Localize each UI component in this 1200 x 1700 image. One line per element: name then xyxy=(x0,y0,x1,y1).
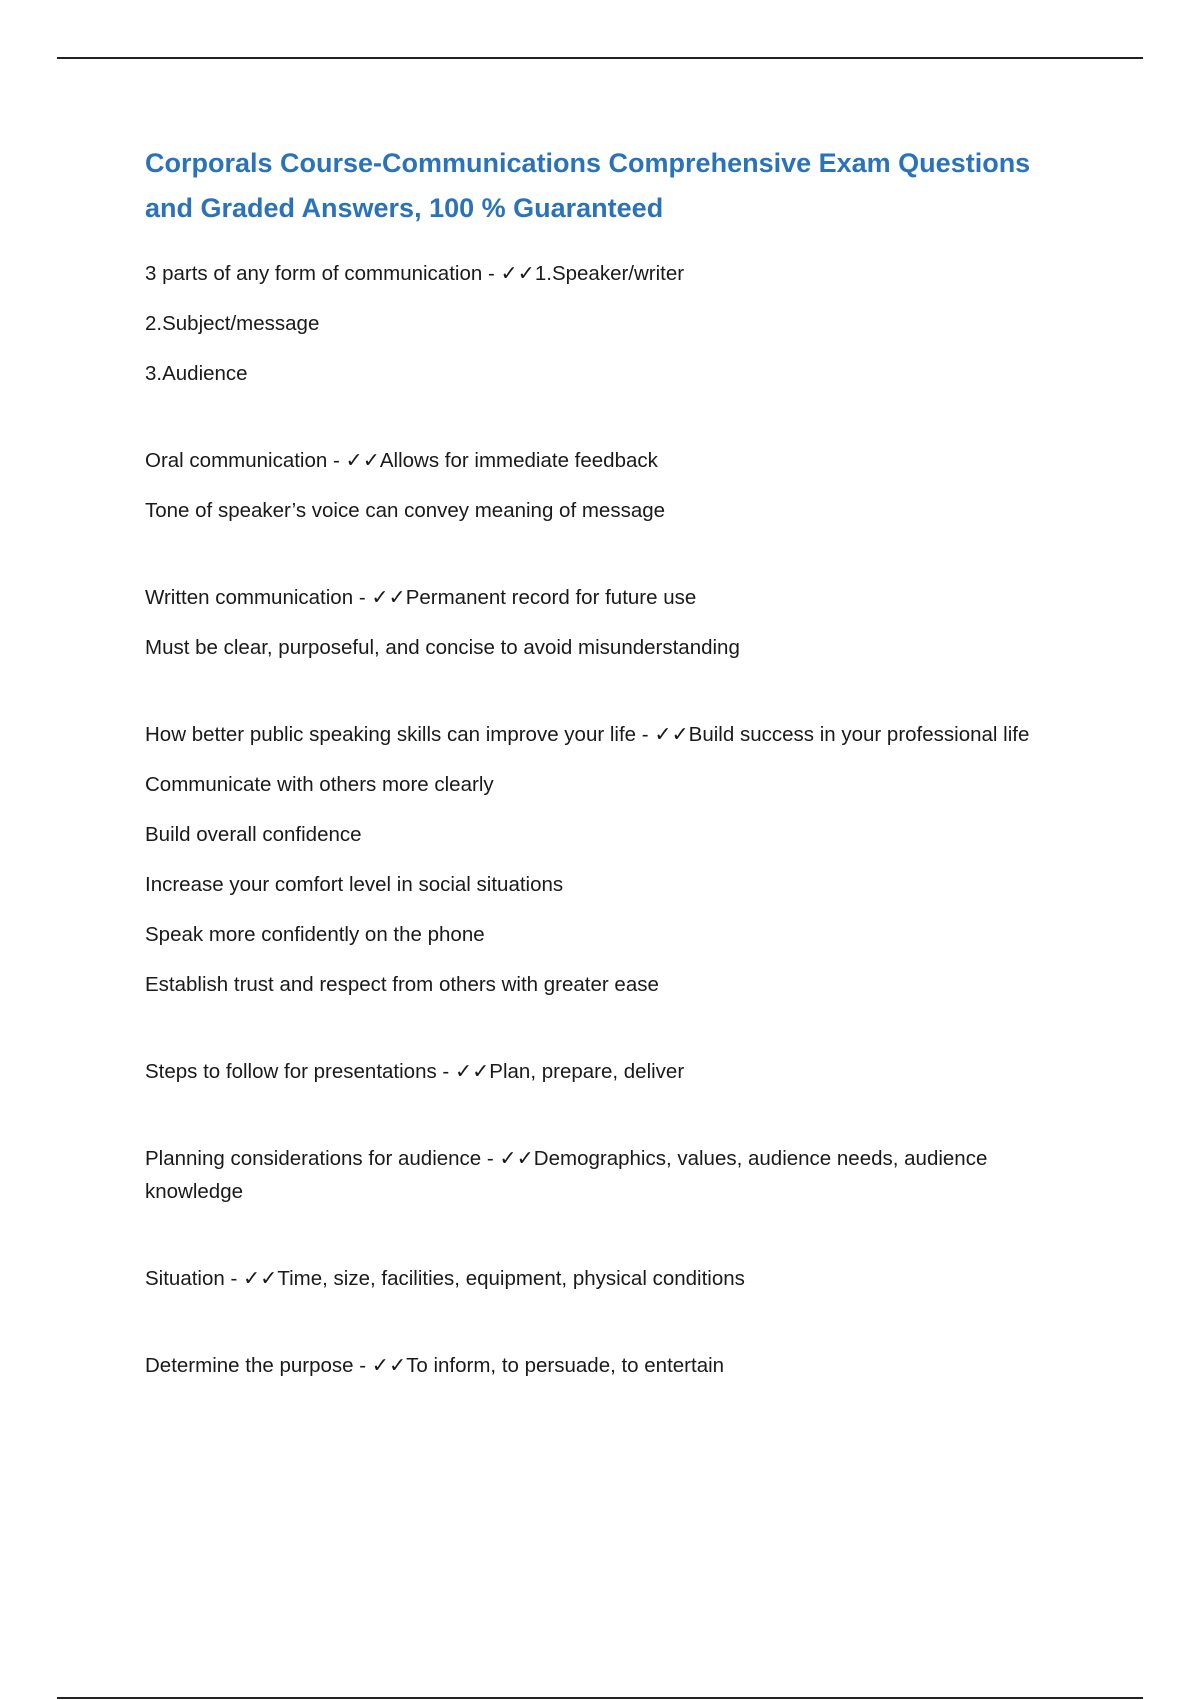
header-rule xyxy=(57,57,1143,59)
answer-line: Tone of speaker’s voice can convey meaning of message xyxy=(145,499,666,522)
qa-entry xyxy=(145,1262,1075,1295)
question-text: How better public speaking skills can improve your life xyxy=(145,723,637,746)
answer-line: Communicate with others more clearly xyxy=(145,773,494,796)
answer-text: Permanent record for future use xyxy=(405,586,697,609)
answer-line: 2.Subject/message xyxy=(145,312,320,335)
separator: - xyxy=(481,1147,500,1170)
answer-text: Allows for immediate feedback xyxy=(379,449,658,472)
answer-line: Must be clear, purposeful, and concise to avoid misunderstanding xyxy=(145,636,740,659)
double-check-icon: ✓✓ xyxy=(345,449,380,472)
qa-entry xyxy=(145,1349,1075,1382)
qa-entry xyxy=(145,444,1075,527)
qa-entry xyxy=(145,581,1075,664)
answer-line: Build overall confidence xyxy=(145,823,362,846)
answer-line: 3.Audience xyxy=(145,362,248,385)
double-check-icon: ✓✓ xyxy=(243,1267,278,1290)
answer-text: Plan, prepare, deliver xyxy=(489,1060,685,1083)
question-line xyxy=(145,581,1075,614)
question-text: 3 parts of any form of communication xyxy=(145,262,483,285)
double-check-icon: ✓✓ xyxy=(371,1354,407,1377)
separator: - xyxy=(353,586,372,609)
double-check-icon: ✓✓ xyxy=(454,1060,490,1083)
footer-rule xyxy=(57,1697,1143,1699)
separator: - xyxy=(224,1267,243,1290)
document-title: Corporals Course-Communications Comprehensive Exam Questions and Graded Answers, 100 % Guaranteed xyxy=(145,148,1031,223)
question-line xyxy=(145,1142,1075,1208)
question-text: Planning considerations for audience xyxy=(145,1147,482,1170)
answer-text: To inform, to persuade, to entertain xyxy=(406,1354,725,1377)
qa-entry xyxy=(145,1142,1075,1208)
answer-text: Demographics, values, audience needs, audience knowledge xyxy=(145,1147,988,1203)
separator: - xyxy=(327,449,346,472)
answer-line: Establish trust and respect from others with greater ease xyxy=(145,973,659,996)
question-line xyxy=(145,257,1075,290)
qa-entry xyxy=(145,718,1075,1001)
separator: - xyxy=(636,723,655,746)
question-text: Determine the purpose xyxy=(145,1354,354,1377)
qa-entry xyxy=(145,257,1075,390)
question-text: Steps to follow for presentations xyxy=(145,1060,437,1083)
double-check-icon: ✓✓ xyxy=(371,586,406,609)
separator: - xyxy=(482,262,501,285)
question-text: Oral communication xyxy=(145,449,328,472)
double-check-icon: ✓✓ xyxy=(654,723,689,746)
qa-entry xyxy=(145,1055,1075,1088)
question-line xyxy=(145,1055,1075,1088)
question-line xyxy=(145,1262,1075,1295)
answer-line: Speak more confidently on the phone xyxy=(145,923,485,946)
question-line xyxy=(145,718,1075,751)
question-line xyxy=(145,444,1075,477)
answer-text: Time, size, facilities, equipment, physical conditions xyxy=(277,1267,745,1290)
double-check-icon: ✓✓ xyxy=(500,262,535,285)
answer-line: Increase your comfort level in social situations xyxy=(145,873,564,896)
question-line xyxy=(145,1349,1075,1382)
document-body xyxy=(145,141,1075,1436)
separator: - xyxy=(353,1354,372,1377)
question-text: Situation xyxy=(145,1267,225,1290)
answer-text: 1.Speaker/writer xyxy=(534,262,685,285)
answer-text: Build success in your professional life xyxy=(688,723,1030,746)
double-check-icon: ✓✓ xyxy=(499,1147,534,1170)
separator: - xyxy=(436,1060,455,1083)
question-text: Written communication xyxy=(145,586,354,609)
